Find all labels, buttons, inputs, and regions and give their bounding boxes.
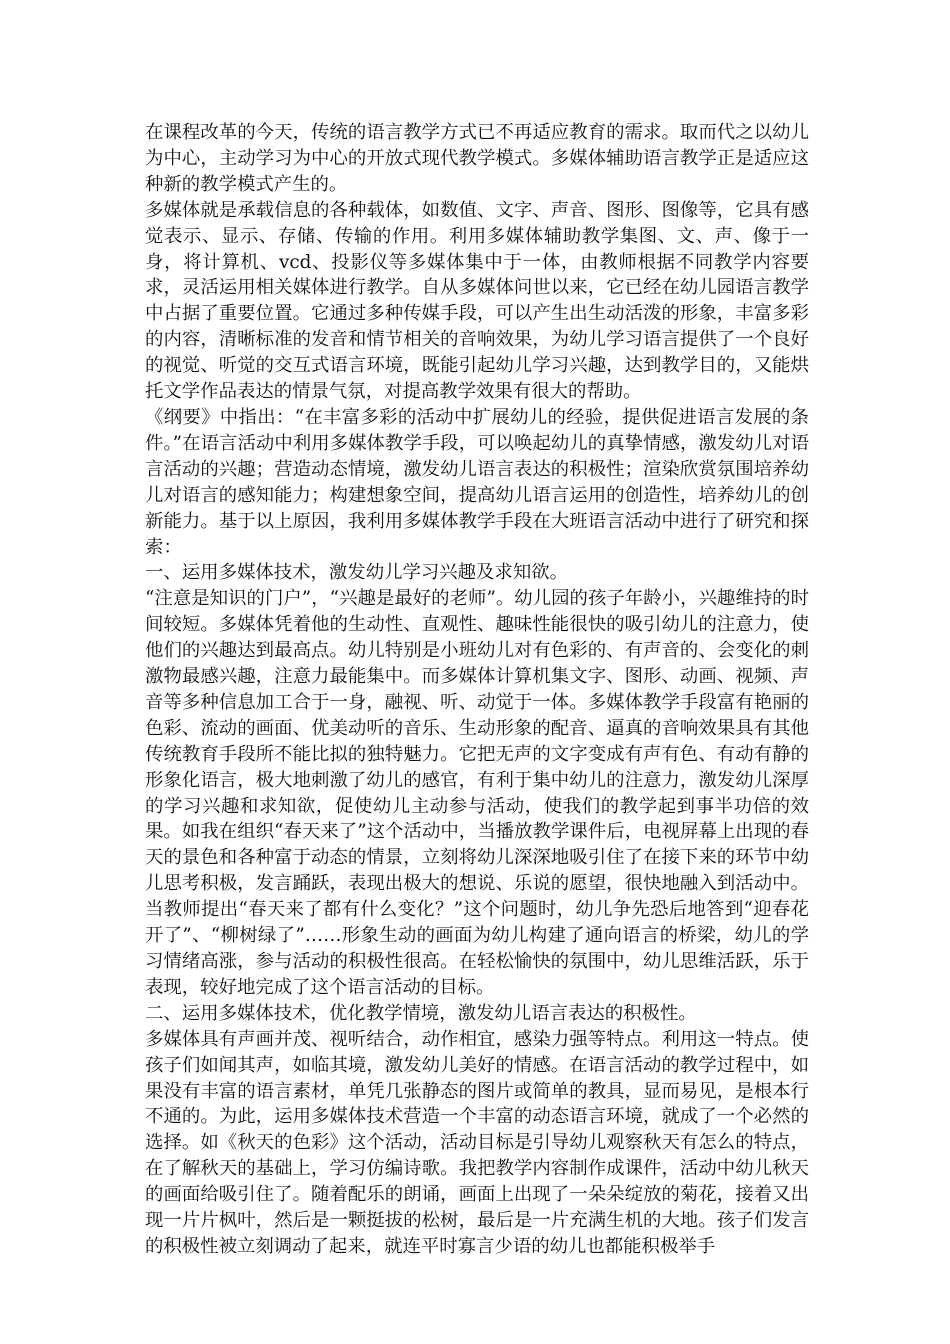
paragraph-outline-quote: 《纲要》中指出：“在丰富多彩的活动中扩展幼儿的经验，提供促进语言发展的条件。”在语言活动中利用多媒体教学手段，可以唤起幼儿的真挚情感，激发幼儿对语言活动的兴趣；营造动态情境，激发幼儿语言表达的积极性；渲染欣赏氛围培养幼儿对语言的感知能力；构建想象空间，提高幼儿语言运用的创造性，培养幼儿的创新能力。基于以上原因，我利用多媒体教学手段在大班语言活动中进行了研究和探索：	[145, 406, 809, 558]
paragraph-section-2-body: 多媒体具有声画并茂、视听结合，动作相宜，感染力强等特点。利用这一特点。使孩子们如闻其声，如临其境，激发幼儿美好的情感。在语言活动的教学过程中，如果没有丰富的语言素材，单凭几张静态的图片或简单的教具，显而易见，是根本行不通的。为此，运用多媒体技术营造一个丰富的动态语言环境，就成了一个必然的选择。如《秋天的色彩》这个活动，活动目标是引导幼儿观察秋天有怎么的特点，在了解秋天的基础上，学习仿编诗歌。我把教学内容制作成课件，活动中幼儿秋天的画面给吸引住了。随着配乐的朗诵，画面上出现了一朵朵绽放的菊花，接着又出现一片片枫叶，然后是一颗挺拔的松树，最后是一片充满生机的大地。孩子们发言的积极性被立刻调动了起来，就连平时寡言少语的幼儿也都能积极举手	[145, 1028, 809, 1257]
paragraph-section-1-body: “注意是知识的门户”，“兴趣是最好的老师”。幼儿园的孩子年龄小，兴趣维持的时间较短。多媒体凭着他的生动性、直观性、趣味性能很快的吸引幼儿的注意力，使他们的兴趣达到最高点。幼儿特别是小班幼儿对有色彩的、有声音的、会变化的刺激物最感兴趣，注意力最能集中。而多媒体计算机集文字、图形、动画、视频、声音等多种信息加工合于一身，融视、听、动觉于一体。多媒体教学手段富有艳丽的色彩、流动的画面、优美动听的音乐、生动形象的配音、逼真的音响效果具有其他传统教育手段所不能比拟的独特魅力。它把无声的文字变成有声有色、有动有静的形象化语言，极大地刺激了幼儿的感官，有利于集中幼儿的注意力，激发幼儿深厚的学习兴趣和求知欲，促使幼儿主动参与活动，使我们的教学起到事半功倍的效果。如我在组织“春天来了”这个活动中，当播放教学课件后，电视屏幕上出现的春天的景色和各种富于动态的情景，立刻将幼儿深深地吸引住了在接下来的环节中幼儿思考积极，发言踊跃，表现出极大的想说、乐说的愿望，很快地融入到活动中。当教师提出“春天来了都有什么变化？”这个问题时，幼儿争先恐后地答到“迎春花开了”、“柳树绿了”……形象生动的画面为幼儿构建了通向语言的桥梁，幼儿的学习情绪高涨，参与活动的积极性很高。在轻松愉快的氛围中，幼儿思维活跃，乐于表现，较好地完成了这个语言活动的目标。	[145, 588, 809, 998]
section-heading-2: 二、运用多媒体技术，优化教学情境，激发幼儿语言表达的积极性。	[145, 1002, 697, 1024]
document-page	[145, 120, 809, 1260]
paragraph-multimedia-definition: 多媒体就是承载信息的各种载体，如数值、文字、声音、图形、图像等，它具有感觉表示、显示、存储、传输的作用。利用多媒体辅助教学集图、文、声、像于一身，将计算机、vcd、投影仪等多媒体集中于一体，由教师根据不同教学内容要求，灵活运用相关媒体进行教学。自从多媒体问世以来，它已经在幼儿园语言教学中占据了重要位置。它通过多种传媒手段，可以产生出生动活泼的形象，丰富多彩的内容，清晰标准的发音和情节相关的音响效果，为幼儿学习语言提供了一个良好的视觉、听觉的交互式语言环境，既能引起幼儿学习兴趣，达到教学目的，又能烘托文学作品表达的情景气氛，对提高教学效果有很大的帮助。	[145, 199, 809, 403]
paragraph-intro: 在课程改革的今天，传统的语言教学方式已不再适应教育的需求。取而代之以幼儿为中心，主动学习为中心的开放式现代教学模式。多媒体辅助语言教学正是适应这种新的教学模式产生的。	[145, 122, 809, 195]
section-heading-1: 一、运用多媒体技术，激发幼儿学习兴趣及求知欲。	[145, 562, 568, 584]
